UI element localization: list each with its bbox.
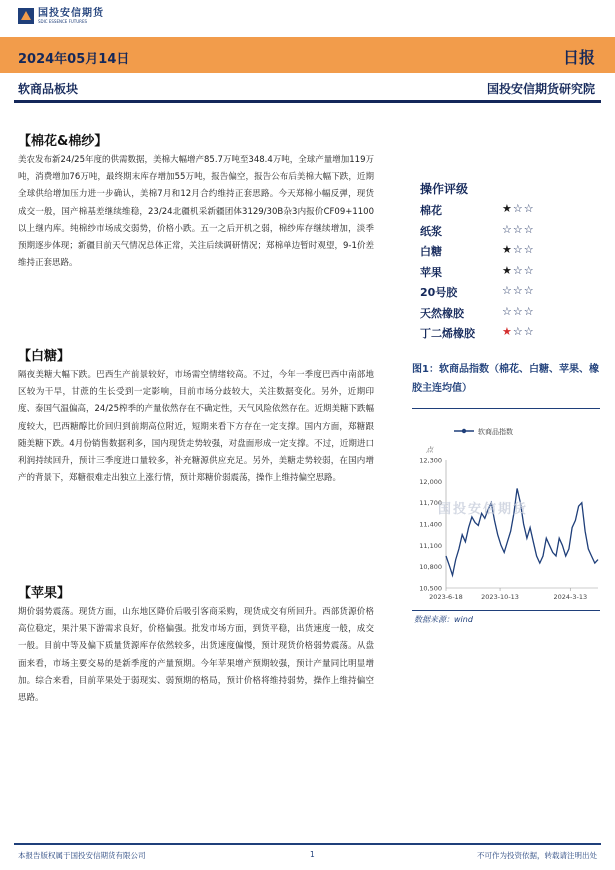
star-empty-icon: ☆ (523, 243, 535, 256)
star-empty-icon: ☆ (502, 222, 513, 236)
rating-row (420, 284, 580, 302)
figure-divider-top (412, 408, 600, 409)
star-filled-icon: ★ (502, 325, 513, 338)
section-body-sugar: 隔夜美糖大幅下跌。巴西生产前景较好，市场需空情绪较高。不过，今年一季度巴西中南部地区较为干旱，甘蔗的生长受到一定影响，目前市场分歧较大，关注数据变化。另外，近期印度、泰国气温偏高，24/25榨季的产量依然存在不确定性，天气风险依然存在。近期美糖下跌幅度较大，巴西糖醇比价回归到前期高位附近，短期来看下方存在一定支撑。国内方面，郑糖跟随美糖下跌。4月份销售数据利多，国内现货走势较强，对盘面形成一定支撑。不过，近期进口利润持续回升，预计三季度进口量较多，补充糖源供应充足。另外，美糖走势较弱，在国内增产的背景下，郑糖很难走出独立上涨行情，预计郑糖价弱震荡，操作上维持偏空思路。 (18, 370, 374, 484)
header-divider (14, 100, 601, 103)
star-empty-icon: ☆ (512, 243, 524, 256)
section-body-cotton: 美农发布新24/25年度的供需数据，美棉大幅增产85.7万吨至348.4万吨，全球产量增加119万吨，消费增加76万吨，最终期末库存增加55万吨，报告偏空，报告公布后美棉大幅下跌，近期全球供给增加压力进一步确认，美棉7月和12月合约维持正套思路。今天郑棉小幅反弹，现货成交一般，国产棉基差继续维稳，23/24北疆机采新疆团体3129/30B杂3内报价CF09+1100以上继内库。纯棉纱市场成交弱势，价格小跌。五一之后开机之弱，棉纱库存继续增加，淡季预期逐步体现；新疆目前天气情况总体正常，关注后续调研情况；郑棉单边暂时观望，9-1价差维持正套思路。 (18, 155, 374, 269)
footer-copyright: 本报告版权属于国投安信期货有限公司 (18, 851, 146, 860)
section-heading-cotton: 【棉花&棉纱】 (18, 134, 108, 149)
figure-divider-bottom (412, 610, 600, 611)
rating-stars (502, 284, 535, 302)
star-filled-icon: ★ (502, 243, 513, 256)
legend-label: 软商品指数 (478, 428, 513, 436)
star-filled-icon: ★ (502, 202, 513, 215)
rating-row (420, 305, 580, 323)
logo-mark-icon (18, 8, 34, 24)
footer-divider (14, 843, 601, 845)
star-empty-icon: ☆ (523, 202, 535, 215)
y-tick-label: 11,700 (419, 499, 442, 508)
star-empty-icon: ☆ (512, 325, 524, 338)
star-empty-icon: ☆ (502, 304, 513, 318)
star-empty-icon: ☆ (523, 284, 535, 297)
company-logo (18, 8, 104, 24)
section-heading-sugar: 【白糖】 (18, 349, 71, 364)
star-empty-icon: ☆ (512, 222, 524, 236)
y-tick-label: 10,500 (419, 584, 442, 593)
star-empty-icon: ☆ (512, 202, 524, 215)
chart-watermark: 国投安信期货 (438, 502, 529, 517)
x-tick-label: 2024-3-13 (553, 593, 588, 601)
rating-stars (502, 243, 535, 261)
rating-commodity-name: 白糖 (420, 245, 442, 258)
rating-title: 操作评级 (420, 182, 469, 196)
rating-row (420, 223, 580, 241)
x-tick-label: 2023-10-13 (481, 593, 519, 601)
star-empty-icon: ☆ (523, 325, 535, 338)
rating-stars (502, 305, 535, 323)
x-tick-label: 2023-6-18 (429, 593, 463, 601)
star-empty-icon: ☆ (512, 284, 524, 297)
rating-commodity-name: 丁二烯橡胶 (420, 327, 475, 340)
rating-commodity-name: 苹果 (420, 265, 442, 279)
star-filled-icon: ★ (502, 263, 513, 277)
section-heading-apple: 【苹果】 (18, 586, 71, 601)
rating-commodity-name: 棉花 (420, 204, 442, 217)
section-body-apple: 期价弱势震荡。现货方面，山东地区降价后吸引客商采购，现货成交有所回升。西部货源价格高位稳定，果汁果下游需求良好，价格偏强。批发市场方面，到货平稳，出货速度一般，成交一般。目前中等及偏下质量货源库存依然较多，出货速度偏慢，预计现货价格弱势震荡。从盘面来看，市场主要交易的是新季度的产量预期。今年苹果增产预期较强，预计产量同比明显增加。综合来看，目前苹果处于弱现实、弱预期的格局，预计价格将维持弱势，操作上维持偏空思路。 (18, 607, 374, 704)
logo-name: 国投安信期货 (38, 8, 104, 19)
footer-disclaimer: 不可作为投资依据，转载请注明出处 (477, 851, 597, 860)
rating-stars (502, 202, 535, 220)
star-empty-icon: ☆ (523, 222, 535, 236)
rating-stars (502, 264, 535, 282)
rating-row (420, 264, 580, 282)
sector-label: 软商品板块 (18, 82, 79, 96)
star-empty-icon: ☆ (523, 263, 535, 277)
legend-marker-icon (462, 429, 466, 433)
y-tick-label: 11,400 (419, 520, 442, 529)
report-date: 2024年05月14日 (18, 52, 130, 67)
page-number: 1 (310, 850, 315, 859)
figure-title: 图1：软商品指数（棉花、白糖、苹果、橡胶主连均值） (412, 364, 599, 394)
y-axis-unit-label: 点 (426, 446, 433, 454)
rating-stars (502, 325, 535, 343)
y-tick-label: 10,800 (419, 563, 442, 572)
rating-row (420, 202, 580, 220)
rating-row (420, 243, 580, 261)
logo-name-en: SDIC ESSENCE FUTURES (38, 19, 88, 24)
rating-stars (502, 223, 535, 241)
star-empty-icon: ☆ (512, 263, 524, 277)
rating-commodity-name: 20号胶 (420, 286, 458, 299)
institute-name: 国投安信期货研究院 (486, 82, 595, 96)
rating-commodity-name: 天然橡胶 (420, 306, 464, 320)
y-tick-label: 12,000 (419, 477, 442, 486)
star-empty-icon: ☆ (523, 304, 535, 318)
star-empty-icon: ☆ (512, 304, 524, 318)
y-tick-label: 12,300 (419, 456, 442, 465)
rating-row (420, 325, 580, 343)
rating-commodity-name: 纸浆 (420, 224, 442, 238)
report-type: 日报 (562, 48, 595, 67)
figure-source: 数据来源：wind (414, 615, 473, 624)
y-tick-label: 11,100 (419, 541, 442, 550)
star-empty-icon: ☆ (502, 284, 513, 297)
